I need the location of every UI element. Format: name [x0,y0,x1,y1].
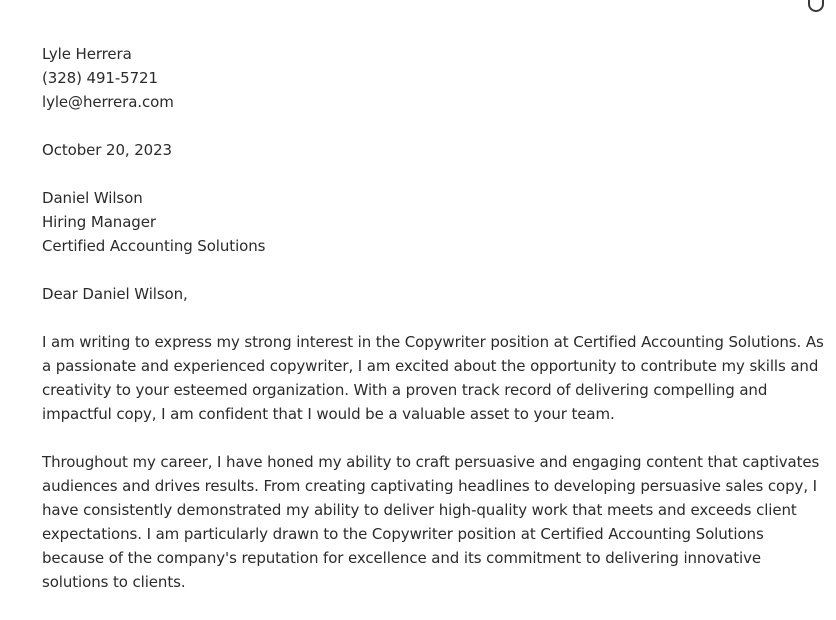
sender-block [42,42,794,114]
corner-scroll-glyph [808,0,824,12]
paragraph-line: a passionate and experienced copywriter, I am excited about the opportunity to contribute my skills and [42,357,819,375]
recipient-name: Daniel Wilson [42,189,143,207]
paragraph-line: Throughout my career, I have honed my ability to craft persuasive and engaging content that captivates [42,453,820,471]
paragraph-line: solutions to clients. [42,573,186,591]
recipient-block [42,186,794,258]
paragraph-line: I am writing to express my strong interest in the Copywriter position at Certified Accounting Solutions. As [42,333,824,351]
body-paragraph-1 [42,330,824,426]
paragraph-line: expectations. I am particularly drawn to the Copywriter position at Certified Accounting Solutions [42,525,764,543]
body-paragraph-2 [42,450,820,594]
cover-letter [42,42,824,618]
paragraph-line: creativity to your esteemed organization. With a proven track record of delivering compelling and [42,381,768,399]
recipient-title: Hiring Manager [42,213,156,231]
sender-phone: (328) 491-5721 [42,69,158,87]
paragraph-line: audiences and drives results. From creating captivating headlines to developing persuasive sales copy, I [42,477,817,495]
salutation-block [42,282,794,306]
recipient-company: Certified Accounting Solutions [42,237,266,255]
letter-date: October 20, 2023 [42,141,172,159]
date-block [42,138,794,162]
sender-email: lyle@herrera.com [42,93,174,111]
sender-name: Lyle Herrera [42,45,132,63]
paragraph-line: because of the company's reputation for excellence and its commitment to delivering innovative [42,549,762,567]
paragraph-line: impactful copy, I am confident that I would be a valuable asset to your team. [42,405,615,423]
salutation: Dear Daniel Wilson, [42,285,188,303]
paragraph-line: have consistently demonstrated my ability to deliver high-quality work that meets and exceeds client [42,501,797,519]
